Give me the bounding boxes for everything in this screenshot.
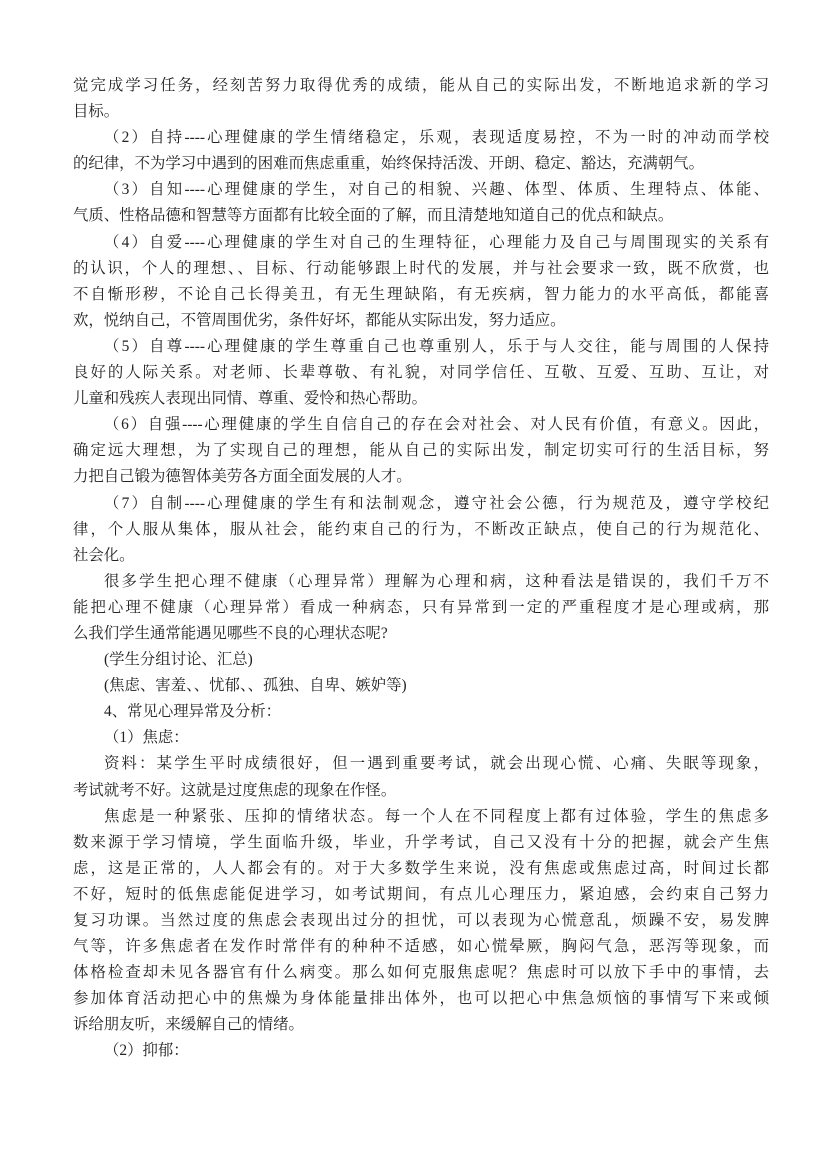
text-line: 的纪律，不为学习中遇到的困难而焦虑重重，始终保持活泼、开朗、稳定、豁达，充满朝气。 xyxy=(73,155,705,173)
text-line: 4、常见心理异常及分析： xyxy=(104,703,281,721)
paragraph xyxy=(73,699,769,725)
text-line: 欢，悦纳自己，不管周围优劣，条件好坏，都能从实际出发，努力适应。 xyxy=(73,311,566,329)
paragraph xyxy=(73,569,769,647)
paragraph xyxy=(73,804,769,1039)
text-line: （2）自持----心理健康的学生情绪稳定，乐观，表现适度易控，不为一时的冲动而学校 xyxy=(104,129,769,147)
paragraph xyxy=(73,673,769,699)
text-line: 目标。 xyxy=(73,103,120,121)
paragraph xyxy=(73,751,769,803)
text-line: 社会化。 xyxy=(73,546,135,564)
paragraph xyxy=(73,334,769,412)
text-line: （1）焦虑： xyxy=(104,729,189,747)
text-line: 虑，这是正常的，人人都会有的。对于大多数学生来说，没有焦虑或焦虑过高，时间过长都 xyxy=(73,859,769,877)
text-line: 的认识，个人的理想、、目标、行动能够跟上时代的发展，并与社会要求一致，既不欣赏，也 xyxy=(73,259,769,277)
text-line: （5）自尊----心理健康的学生尊重自己也尊重别人，乐于与人交往，能与周围的人保持 xyxy=(104,337,769,355)
paragraph xyxy=(73,491,769,569)
text-line: 复习功课。当然过度的焦虑会表现出过分的担忧，可以表现为心慌意乱，烦躁不安，易发脾 xyxy=(73,912,769,929)
text-line: （4）自爱----心理健康的学生对自己的生理特征，心理能力及自己与周围现实的关系有 xyxy=(104,233,769,251)
text-line: 考试就考不好。这就是过度焦虑的现象在作怪。 xyxy=(73,781,397,799)
text-line: 觉完成学习任务，经刻苦努力取得优秀的成绩，能从自己的实际出发，不断地追求新的学习 xyxy=(73,77,769,94)
text-line: 儿童和残疾人表现出同情、尊重、爱怜和热心帮助。 xyxy=(73,390,427,408)
text-line: （3）自知----心理健康的学生，对自己的相貌、兴趣、体型、体质、生理特点、体能、 xyxy=(104,181,769,199)
text-line: 数来源于学习情境，学生面临升级，毕业，升学考试，自己又没有十分的把握，就会产生焦 xyxy=(73,833,769,851)
text-line: 参加体育活动把心中的焦燥为身体能量排出体外，也可以把心中焦急烦恼的事情写下来或倾 xyxy=(73,990,769,1008)
text-line: 不好，短时的低焦虑能促进学习，如考试期间，有点儿心理压力，紧迫感，会约束自己努力 xyxy=(73,885,769,903)
text-line: （7）自制----心理健康的学生有和法制观念，遵守社会公德，行为规范及，遵守学校纪 xyxy=(104,494,769,512)
text-line: 律，个人服从集体，服从社会，能约束自己的行为，不断改正缺点，使自己的行为规范化、 xyxy=(73,520,769,538)
text-line: 能把心理不健康（心理异常）看成一种病态，只有异常到一定的严重程度才是心理或病，那 xyxy=(73,598,769,616)
text-line: （2）抑郁： xyxy=(104,1042,189,1060)
paragraph xyxy=(73,177,769,229)
text-line: 很多学生把心理不健康（心理异常）理解为心理和病，这种看法是错误的，我们千万不 xyxy=(104,572,769,590)
text-line: 资料：某学生平时成绩很好，但一遇到重要考试，就会出现心慌、心痛、失眠等现象， xyxy=(104,755,769,773)
text-line: 气质、性格品德和智慧等方面都有比较全面的了解，而且清楚地知道自己的优点和缺点。 xyxy=(73,207,674,225)
text-line: (学生分组讨论、汇总) xyxy=(104,651,253,669)
text-line: 不自惭形秽，不论自己长得美丑，有无生理缺陷，有无疾病，智力能力的水平高低，都能喜 xyxy=(73,285,769,303)
text-line: 么我们学生通常能遇见哪些不良的心理状态呢? xyxy=(73,624,388,642)
text-line: 良好的人际关系。对老师、长辈尊敬、有礼貌，对同学信任、互敬、互爱、互助、互让，对 xyxy=(73,364,769,382)
paragraph xyxy=(73,412,769,490)
text-line: (焦虑、害羞、、忧郁、、孤独、自卑、嫉妒等) xyxy=(104,677,407,695)
text-line: 确定远大理想，为了实现自己的理想，能从自己的实际出发，制定切实可行的生活目标，努 xyxy=(73,442,769,460)
text-line: 气等，许多焦虑者在发作时常伴有的种种不适感，如心慌晕厥，胸闷气急，恶泻等现象，而 xyxy=(73,938,769,956)
text-line: 焦虑是一种紧张、压抑的情绪状态。每一个人在不同程度上都有过体验，学生的焦虑多 xyxy=(104,807,769,825)
paragraph xyxy=(73,230,769,334)
paragraph xyxy=(73,73,769,125)
paragraph xyxy=(73,647,769,673)
paragraph xyxy=(73,725,769,751)
paragraph xyxy=(73,1038,769,1064)
text-line: 体格检查却未见各器官有什么病变。那么如何克服焦虑呢？焦虑时可以放下手中的事情，去 xyxy=(73,964,769,982)
paragraph xyxy=(73,125,769,177)
text-line: 力把自己锻为德智体美劳各方面全面发展的人才。 xyxy=(73,468,412,486)
text-line: 诉给朋友听，来缓解自己的情绪。 xyxy=(73,1016,304,1034)
text-line: （6）自强----心理健康的学生自信自己的存在会对社会、对人民有价值，有意义。因此， xyxy=(104,416,769,434)
document-page xyxy=(73,73,769,1065)
